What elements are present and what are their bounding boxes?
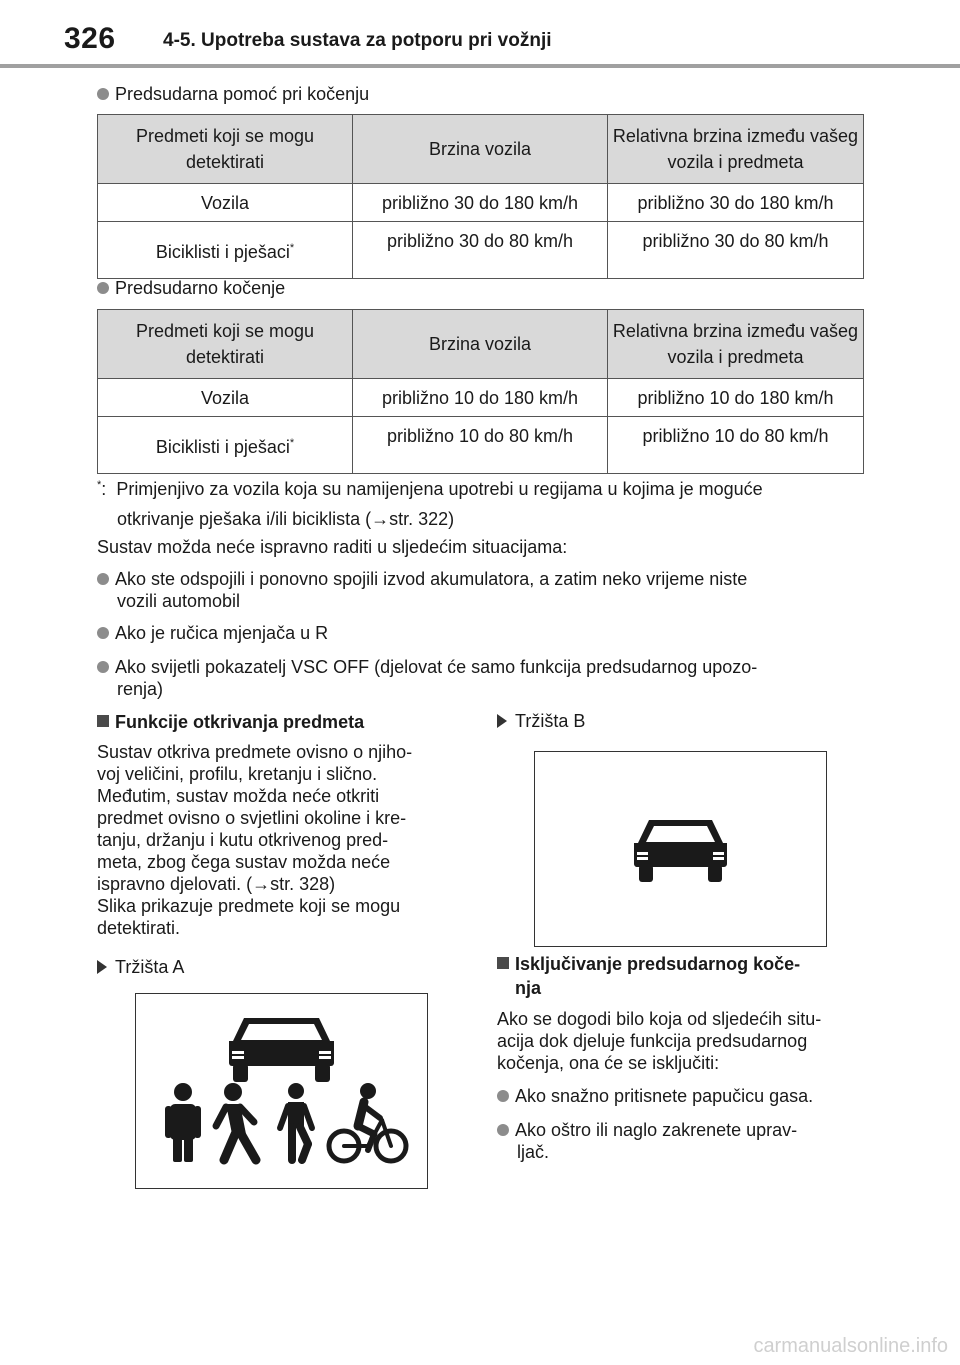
bullet-icon [97,627,109,639]
pedestrian-icon [165,1083,201,1162]
header-relative-speed: Relativna brzina između vašeg vozila i predmeta [608,310,864,379]
disable-heading: Isključivanje predsudarnog koče- nja [497,952,867,1000]
arrow-icon: → [252,874,271,894]
bullet-icon [97,573,109,585]
car-icon [535,752,826,946]
square-bullet-icon [497,957,509,969]
table-cell: približno 10 do 80 km/h [608,417,864,474]
table-cell: Biciklisti i pješaci* [98,417,353,474]
pre-collision-brake-table [97,309,864,474]
header-relative-speed: Relativna brzina između vašeg vozila i predmeta [608,115,864,184]
header-speed: Brzina vozila [353,310,608,379]
table-header-row [98,310,864,379]
table-cell: približno 30 do 180 km/h [608,184,864,222]
triangle-icon [97,960,107,974]
market-a-label: Tržišta A [97,956,184,978]
cyclist-icon [329,1083,406,1161]
table-row [98,379,864,417]
page-header [0,0,960,70]
header-speed: Brzina vozila [353,115,608,184]
figure-market-a [135,993,428,1189]
situations-intro: Sustav možda neće ispravno raditi u sljedećim situacijama: [97,537,568,557]
brake-assist-heading: Predsudarna pomoć pri kočenju [97,82,369,106]
square-bullet-icon [97,715,109,727]
table-header-row [98,115,864,184]
section-title: 4-5. Upotreba sustava za potporu pri vožnji [163,30,552,51]
brake-assist-table [97,114,864,279]
bullet-icon [497,1124,509,1136]
detection-text: Sustav otkriva predmete ovisno o njiho- voj veličini, profilu, kretanju i slično. Međutim, sustav možda neće otkriti predmet ovisno o svjetlini okoline i kre- tanju, držanju i kutu otkrivenog pred- meta, zbog čega sustav možda neće ispravno djelovati. (→str. 328) Slika prikazuje predmete koji se mogu detektirati. [97,742,413,938]
asterisk-mark: * [289,242,295,254]
bullet-icon [97,282,109,294]
disable-text: Ako se dogodi bilo koja od sljedećih situ- acija dok djeluje funkcija predsudarnog kočenja, ona će se isključiti: [497,1009,822,1073]
table-row [98,417,864,474]
bullet-icon [497,1090,509,1102]
table-row [98,222,864,279]
footnote: *: Primjenjivo za vozila koja su namijenjena upotrebi u regijama u kojima je moguće otkrivanje pješaka i/ili biciklista (→str. 322) [97,479,763,529]
table-cell: približno 30 do 80 km/h [353,222,608,279]
table-cell: Vozila [98,379,353,417]
table-cell: približno 10 do 80 km/h [353,417,608,474]
table-cell: približno 30 do 80 km/h [608,222,864,279]
car-icon [229,1018,334,1082]
table-cell: približno 10 do 180 km/h [353,379,608,417]
header-divider [0,64,960,68]
arrow-icon: → [371,509,390,529]
list-item: Ako oštro ili naglo zakrenete uprav- ljač. [497,1119,867,1163]
footnote-asterisk: * [97,479,102,491]
header-objects: Predmeti koji se mogu detektirati [98,310,353,379]
list-item: Ako je ručica mjenjača u R [97,622,328,644]
table-row [98,184,864,222]
list-item: Ako ste odspojili i ponovno spojili izvod akumulatora, a zatim neko vrijeme niste vozili automobil [97,568,877,612]
header-objects: Predmeti koji se mogu detektirati [98,115,353,184]
vehicle-pedestrian-cyclist-icon [136,994,427,1188]
table-cell: približno 10 do 180 km/h [608,379,864,417]
triangle-icon [497,714,507,728]
bullet-icon [97,88,109,100]
asterisk-mark: * [289,437,295,449]
table-cell: Vozila [98,184,353,222]
watermark: carmanualsonline.info [753,1335,948,1357]
figure-market-b [534,751,827,947]
table-cell: približno 30 do 180 km/h [353,184,608,222]
page-number: 326 [64,22,116,55]
pre-collision-brake-heading: Predsudarno kočenje [97,276,285,300]
table-cell: Biciklisti i pješaci* [98,222,353,279]
detection-heading: Funkcije otkrivanja predmeta [97,710,364,734]
child-pedestrian-icon [280,1083,312,1160]
list-item: Ako svijetli pokazatelj VSC OFF (djelovat će samo funkcija predsudarnog upozo- renja) [97,656,877,700]
bullet-icon [97,661,109,673]
footnote-colon: : [101,479,107,499]
market-b-label: Tržišta B [497,710,585,732]
walking-pedestrian-icon [216,1083,256,1160]
list-item: Ako snažno pritisnete papučicu gasa. [497,1085,813,1107]
